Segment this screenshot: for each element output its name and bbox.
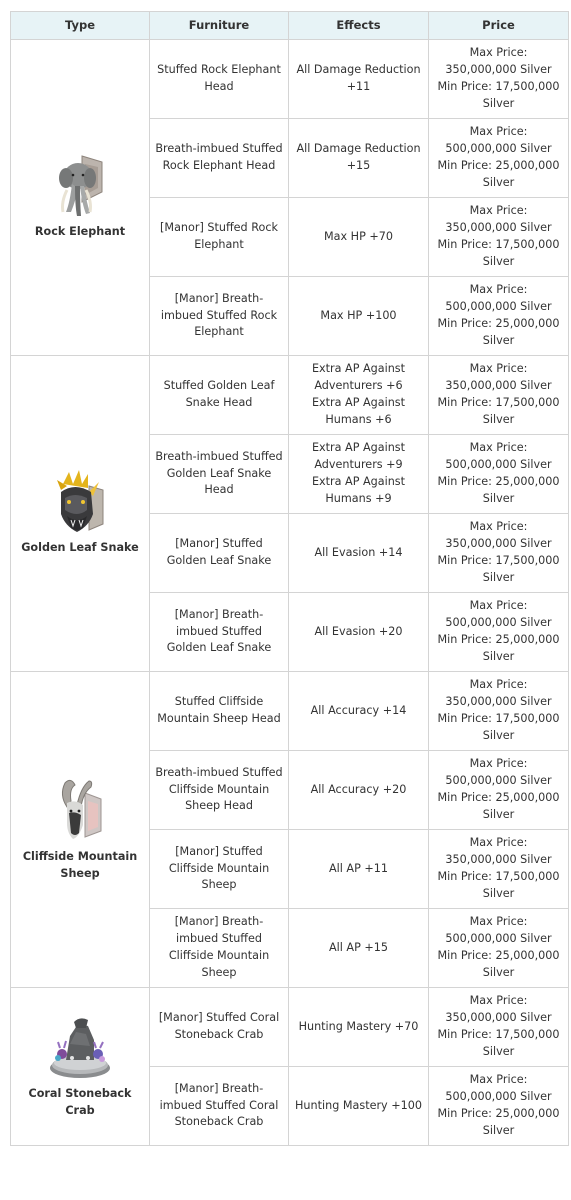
- min-price: Min Price: 17,500,000 Silver: [437, 712, 560, 742]
- furniture-name: [Manor] Stuffed Rock Elephant: [160, 221, 278, 251]
- effect-text: Max HP +100: [320, 308, 397, 322]
- table-row: [11, 40, 569, 119]
- effects-cell: [289, 435, 429, 514]
- effect-text: All Accuracy +20: [310, 782, 407, 796]
- type-label: Coral Stoneback Crab: [28, 1086, 132, 1117]
- table-body: [11, 40, 569, 1146]
- coral-crab-trophy-icon: [48, 1014, 112, 1080]
- min-price: Min Price: 17,500,000 Silver: [437, 1028, 560, 1058]
- furniture-table: [10, 11, 569, 1146]
- type-label: Golden Leaf Snake: [21, 541, 139, 555]
- furniture-name: Stuffed Golden Leaf Snake Head: [163, 379, 275, 409]
- min-price: Min Price: 25,000,000 Silver: [437, 1107, 560, 1137]
- furniture-cell: [150, 830, 289, 909]
- price-cell: [429, 356, 569, 435]
- furniture-name: Breath-imbued Stuffed Golden Leaf Snake Head: [155, 449, 283, 497]
- effect-text: All Evasion +20: [314, 624, 403, 638]
- furniture-name: [Manor] Breath-imbued Stuffed Coral Stoneback Crab: [159, 1081, 279, 1129]
- effects-cell: [289, 593, 429, 672]
- max-price: Max Price: 350,000,000 Silver: [445, 836, 552, 867]
- effects-cell: [289, 198, 429, 277]
- effects-cell: [289, 909, 429, 988]
- effects-cell: [289, 514, 429, 593]
- max-price: Max Price: 350,000,000 Silver: [445, 46, 552, 77]
- min-price: Min Price: 25,000,000 Silver: [437, 475, 560, 505]
- furniture-cell: [150, 909, 289, 988]
- max-price: Max Price: 500,000,000 Silver: [445, 1073, 552, 1104]
- min-price: Min Price: 17,500,000 Silver: [437, 554, 560, 584]
- table-row: [11, 672, 569, 751]
- furniture-cell: [150, 356, 289, 435]
- furniture-name: [Manor] Breath-imbued Stuffed Cliffside Mountain Sheep: [168, 915, 270, 979]
- max-price: Max Price: 500,000,000 Silver: [445, 441, 552, 472]
- effect-text: Extra AP Against Humans +6: [311, 396, 406, 426]
- price-cell: [429, 119, 569, 198]
- max-price: Max Price: 500,000,000 Silver: [445, 757, 552, 788]
- effect-text: All Evasion +14: [314, 545, 403, 559]
- type-label: Rock Elephant: [34, 225, 126, 239]
- table-row: [11, 356, 569, 435]
- price-cell: [429, 909, 569, 988]
- rock-elephant-trophy-icon: [52, 154, 108, 218]
- max-price: Max Price: 500,000,000 Silver: [445, 915, 552, 946]
- effects-cell: [289, 119, 429, 198]
- min-price: Min Price: 25,000,000 Silver: [437, 633, 560, 663]
- furniture-cell: [150, 751, 289, 830]
- price-cell: [429, 672, 569, 751]
- price-cell: [429, 514, 569, 593]
- effects-cell: [289, 1067, 429, 1146]
- price-cell: [429, 198, 569, 277]
- furniture-name: Stuffed Rock Elephant Head: [157, 63, 281, 93]
- min-price: Min Price: 25,000,000 Silver: [437, 791, 560, 821]
- price-cell: [429, 751, 569, 830]
- max-price: Max Price: 500,000,000 Silver: [445, 599, 552, 630]
- furniture-cell: [150, 1067, 289, 1146]
- effect-text: Hunting Mastery +100: [295, 1098, 422, 1112]
- table-row: [11, 988, 569, 1067]
- max-price: Max Price: 350,000,000 Silver: [445, 994, 552, 1025]
- min-price: Min Price: 17,500,000 Silver: [437, 80, 560, 110]
- effect-text: Max HP +70: [323, 229, 393, 243]
- furniture-cell: [150, 119, 289, 198]
- furniture-name: [Manor] Breath-imbued Stuffed Golden Leaf Snake: [166, 607, 272, 655]
- effects-cell: [289, 356, 429, 435]
- type-cell: [11, 40, 150, 356]
- header-price: Price: [429, 12, 569, 40]
- type-cell: [11, 672, 150, 988]
- effects-cell: [289, 40, 429, 119]
- effect-text: Extra AP Against Adventurers +6: [311, 362, 406, 393]
- type-label: Cliffside Mountain Sheep: [22, 849, 138, 880]
- type-cell: [11, 356, 150, 672]
- header-furniture: Furniture: [150, 12, 289, 40]
- price-cell: [429, 593, 569, 672]
- min-price: Min Price: 17,500,000 Silver: [437, 870, 560, 900]
- price-cell: [429, 1067, 569, 1146]
- price-cell: [429, 988, 569, 1067]
- effect-text: All AP +11: [329, 861, 388, 875]
- min-price: Min Price: 25,000,000 Silver: [437, 317, 560, 347]
- price-cell: [429, 830, 569, 909]
- price-cell: [429, 40, 569, 119]
- header-effects: Effects: [289, 12, 429, 40]
- effect-text: All Accuracy +14: [310, 703, 407, 717]
- min-price: Min Price: 25,000,000 Silver: [437, 949, 560, 979]
- effect-text: All Damage Reduction +15: [296, 142, 421, 172]
- price-cell: [429, 277, 569, 356]
- effects-cell: [289, 672, 429, 751]
- golden-leaf-snake-trophy-icon: [55, 470, 105, 534]
- max-price: Max Price: 350,000,000 Silver: [445, 520, 552, 551]
- furniture-name: [Manor] Stuffed Cliffside Mountain Sheep: [168, 844, 270, 892]
- furniture-cell: [150, 593, 289, 672]
- table-header-row: [11, 12, 569, 40]
- furniture-cell: [150, 435, 289, 514]
- effect-text: All Damage Reduction +11: [296, 63, 421, 93]
- max-price: Max Price: 350,000,000 Silver: [445, 204, 552, 235]
- furniture-cell: [150, 277, 289, 356]
- price-cell: [429, 435, 569, 514]
- furniture-cell: [150, 40, 289, 119]
- min-price: Min Price: 17,500,000 Silver: [437, 238, 560, 268]
- effects-cell: [289, 830, 429, 909]
- effects-cell: [289, 751, 429, 830]
- max-price: Max Price: 350,000,000 Silver: [445, 362, 552, 393]
- effect-text: Hunting Mastery +70: [298, 1019, 419, 1033]
- furniture-cell: [150, 672, 289, 751]
- furniture-name: [Manor] Stuffed Golden Leaf Snake: [166, 537, 272, 567]
- max-price: Max Price: 350,000,000 Silver: [445, 678, 552, 709]
- furniture-name: Stuffed Cliffside Mountain Sheep Head: [157, 695, 281, 725]
- furniture-name: Breath-imbued Stuffed Rock Elephant Head: [155, 142, 283, 172]
- min-price: Min Price: 17,500,000 Silver: [437, 396, 560, 426]
- effects-cell: [289, 988, 429, 1067]
- furniture-cell: [150, 988, 289, 1067]
- effect-text: Extra AP Against Adventurers +9: [311, 441, 406, 472]
- effect-text: All AP +15: [329, 940, 388, 954]
- max-price: Max Price: 500,000,000 Silver: [445, 283, 552, 314]
- furniture-name: [Manor] Stuffed Coral Stoneback Crab: [158, 1011, 280, 1041]
- header-type: Type: [11, 12, 150, 40]
- min-price: Min Price: 25,000,000 Silver: [437, 159, 560, 189]
- furniture-name: [Manor] Breath-imbued Stuffed Rock Elephant: [160, 291, 278, 339]
- furniture-cell: [150, 198, 289, 277]
- furniture-cell: [150, 514, 289, 593]
- type-cell: [11, 988, 150, 1146]
- effects-cell: [289, 277, 429, 356]
- furniture-name: Breath-imbued Stuffed Cliffside Mountain Sheep Head: [155, 765, 283, 813]
- effect-text: Extra AP Against Humans +9: [311, 475, 406, 505]
- mountain-sheep-trophy-icon: [55, 777, 105, 843]
- max-price: Max Price: 500,000,000 Silver: [445, 125, 552, 156]
